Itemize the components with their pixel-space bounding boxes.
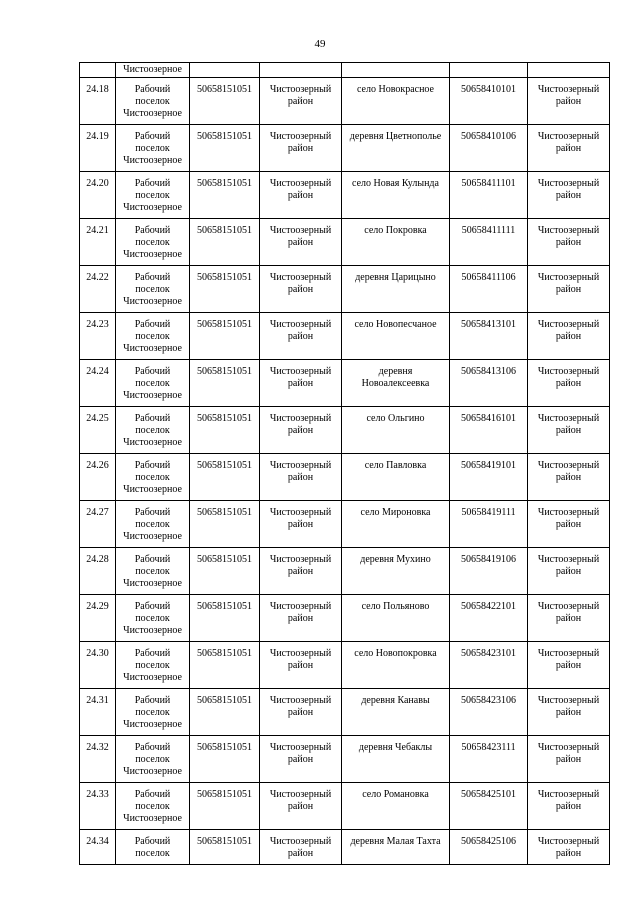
cell-code2: 50658416101 [450, 407, 528, 454]
table-row [80, 78, 610, 125]
table-row [80, 219, 610, 266]
cell-code2: 50658411101 [450, 172, 528, 219]
cell-code1: 50658151051 [190, 501, 260, 548]
cell-settlement: Рабочий поселок Чистоозерное [116, 689, 190, 736]
cell-locality: село Мироновка [342, 501, 450, 548]
cell-code2: 50658423101 [450, 642, 528, 689]
cell-district2: Чистоозерный район [528, 266, 610, 313]
cell-locality: деревня Чебаклы [342, 736, 450, 783]
cell-code1: 50658151051 [190, 736, 260, 783]
cell-settlement: Рабочий поселок Чистоозерное [116, 736, 190, 783]
cell-district1: Чистоозерный район [260, 642, 342, 689]
cell-code2: 50658411111 [450, 219, 528, 266]
table-row [80, 501, 610, 548]
cell-code2: 50658413106 [450, 360, 528, 407]
table-row [80, 407, 610, 454]
cell-settlement: Рабочий поселок Чистоозерное [116, 407, 190, 454]
cell-district2: Чистоозерный район [528, 595, 610, 642]
cell-code2: 50658425106 [450, 830, 528, 865]
cell-district2: Чистоозерный район [528, 783, 610, 830]
cell-district2: Чистоозерный район [528, 313, 610, 360]
cell-district1: Чистоозерный район [260, 736, 342, 783]
cell-num: 24.24 [80, 360, 116, 407]
cell-num: 24.21 [80, 219, 116, 266]
cell-code1: 50658151051 [190, 360, 260, 407]
table-row [80, 783, 610, 830]
cell-settlement: Рабочий поселок Чистоозерное [116, 595, 190, 642]
cell-code1: 50658151051 [190, 830, 260, 865]
cell-locality: село Покровка [342, 219, 450, 266]
cell-district2 [528, 63, 610, 78]
cell-district2: Чистоозерный район [528, 454, 610, 501]
cell-district1: Чистоозерный район [260, 689, 342, 736]
cell-district2: Чистоозерный район [528, 642, 610, 689]
cell-num [80, 63, 116, 78]
cell-settlement: Рабочий поселок [116, 830, 190, 865]
cell-settlement: Рабочий поселок Чистоозерное [116, 125, 190, 172]
cell-district2: Чистоозерный район [528, 407, 610, 454]
table-row [80, 125, 610, 172]
cell-settlement: Рабочий поселок Чистоозерное [116, 783, 190, 830]
cell-district2: Чистоозерный район [528, 830, 610, 865]
cell-locality: деревня Мухино [342, 548, 450, 595]
cell-num: 24.27 [80, 501, 116, 548]
cell-locality [342, 63, 450, 78]
cell-settlement: Рабочий поселок Чистоозерное [116, 360, 190, 407]
cell-locality: село Новопесчаное [342, 313, 450, 360]
cell-code1: 50658151051 [190, 78, 260, 125]
cell-code1: 50658151051 [190, 642, 260, 689]
cell-locality: деревня Новоалексеевка [342, 360, 450, 407]
cell-code1: 50658151051 [190, 595, 260, 642]
table-row-continuation [80, 63, 610, 78]
cell-code1: 50658151051 [190, 172, 260, 219]
cell-settlement: Рабочий поселок Чистоозерное [116, 548, 190, 595]
cell-district2: Чистоозерный район [528, 360, 610, 407]
cell-code1: 50658151051 [190, 219, 260, 266]
cell-code1: 50658151051 [190, 689, 260, 736]
cell-code1: 50658151051 [190, 407, 260, 454]
cell-code1: 50658151051 [190, 125, 260, 172]
table-row [80, 736, 610, 783]
cell-num: 24.22 [80, 266, 116, 313]
cell-code1 [190, 63, 260, 78]
cell-locality: село Новая Кулында [342, 172, 450, 219]
cell-locality: деревня Цветнополье [342, 125, 450, 172]
cell-num: 24.25 [80, 407, 116, 454]
table-row [80, 360, 610, 407]
cell-code2: 50658425101 [450, 783, 528, 830]
cell-code2 [450, 63, 528, 78]
cell-code1: 50658151051 [190, 548, 260, 595]
cell-locality: село Романовка [342, 783, 450, 830]
cell-code1: 50658151051 [190, 454, 260, 501]
table-row [80, 313, 610, 360]
cell-code2: 50658419106 [450, 548, 528, 595]
cell-code2: 50658410101 [450, 78, 528, 125]
cell-district1: Чистоозерный район [260, 219, 342, 266]
cell-district1: Чистоозерный район [260, 313, 342, 360]
table-row [80, 642, 610, 689]
cell-locality: деревня Канавы [342, 689, 450, 736]
cell-num: 24.32 [80, 736, 116, 783]
cell-settlement: Рабочий поселок Чистоозерное [116, 313, 190, 360]
cell-code2: 50658423106 [450, 689, 528, 736]
cell-code2: 50658419111 [450, 501, 528, 548]
cell-settlement: Рабочий поселок Чистоозерное [116, 642, 190, 689]
cell-district1: Чистоозерный район [260, 125, 342, 172]
cell-district2: Чистоозерный район [528, 689, 610, 736]
cell-num: 24.28 [80, 548, 116, 595]
cell-locality: село Новокрасное [342, 78, 450, 125]
table-row [80, 548, 610, 595]
cell-num: 24.20 [80, 172, 116, 219]
cell-code2: 50658413101 [450, 313, 528, 360]
table-row [80, 830, 610, 865]
cell-district2: Чистоозерный район [528, 736, 610, 783]
cell-num: 24.26 [80, 454, 116, 501]
settlements-table [79, 62, 610, 865]
cell-num: 24.33 [80, 783, 116, 830]
cell-locality: деревня Царицыно [342, 266, 450, 313]
cell-district2: Чистоозерный район [528, 548, 610, 595]
page-number: 49 [314, 38, 326, 50]
cell-settlement: Рабочий поселок Чистоозерное [116, 172, 190, 219]
cell-district1: Чистоозерный район [260, 78, 342, 125]
cell-code2: 50658422101 [450, 595, 528, 642]
cell-num: 24.23 [80, 313, 116, 360]
cell-locality: село Павловка [342, 454, 450, 501]
cell-num: 24.29 [80, 595, 116, 642]
cell-district2: Чистоозерный район [528, 172, 610, 219]
cell-district1: Чистоозерный район [260, 172, 342, 219]
cell-code2: 50658410106 [450, 125, 528, 172]
table-row [80, 454, 610, 501]
cell-settlement: Рабочий поселок Чистоозерное [116, 78, 190, 125]
cell-num: 24.30 [80, 642, 116, 689]
cell-district1: Чистоозерный район [260, 266, 342, 313]
table-row [80, 172, 610, 219]
cell-district2: Чистоозерный район [528, 501, 610, 548]
cell-settlement: Рабочий поселок Чистоозерное [116, 501, 190, 548]
cell-locality: село Новопокровка [342, 642, 450, 689]
cell-settlement: Рабочий поселок Чистоозерное [116, 219, 190, 266]
cell-code2: 50658423111 [450, 736, 528, 783]
cell-num: 24.34 [80, 830, 116, 865]
cell-code2: 50658419101 [450, 454, 528, 501]
cell-district1: Чистоозерный район [260, 407, 342, 454]
cell-district1: Чистоозерный район [260, 548, 342, 595]
table-row [80, 266, 610, 313]
cell-district1: Чистоозерный район [260, 454, 342, 501]
cell-settlement: Рабочий поселок Чистоозерное [116, 454, 190, 501]
cell-district1 [260, 63, 342, 78]
cell-locality: деревня Малая Тахта [342, 830, 450, 865]
cell-code1: 50658151051 [190, 313, 260, 360]
cell-district2: Чистоозерный район [528, 78, 610, 125]
cell-num: 24.19 [80, 125, 116, 172]
cell-code1: 50658151051 [190, 783, 260, 830]
cell-code1: 50658151051 [190, 266, 260, 313]
cell-district1: Чистоозерный район [260, 501, 342, 548]
cell-code2: 50658411106 [450, 266, 528, 313]
cell-locality: село Польяново [342, 595, 450, 642]
cell-district1: Чистоозерный район [260, 595, 342, 642]
table-body [80, 63, 610, 865]
cell-num: 24.31 [80, 689, 116, 736]
table-row [80, 689, 610, 736]
cell-settlement: Чистоозерное [116, 63, 190, 78]
cell-locality: село Ольгино [342, 407, 450, 454]
table-row [80, 595, 610, 642]
cell-district1: Чистоозерный район [260, 830, 342, 865]
cell-district1: Чистоозерный район [260, 360, 342, 407]
cell-num: 24.18 [80, 78, 116, 125]
cell-district2: Чистоозерный район [528, 125, 610, 172]
cell-settlement: Рабочий поселок Чистоозерное [116, 266, 190, 313]
cell-district2: Чистоозерный район [528, 219, 610, 266]
cell-district1: Чистоозерный район [260, 783, 342, 830]
